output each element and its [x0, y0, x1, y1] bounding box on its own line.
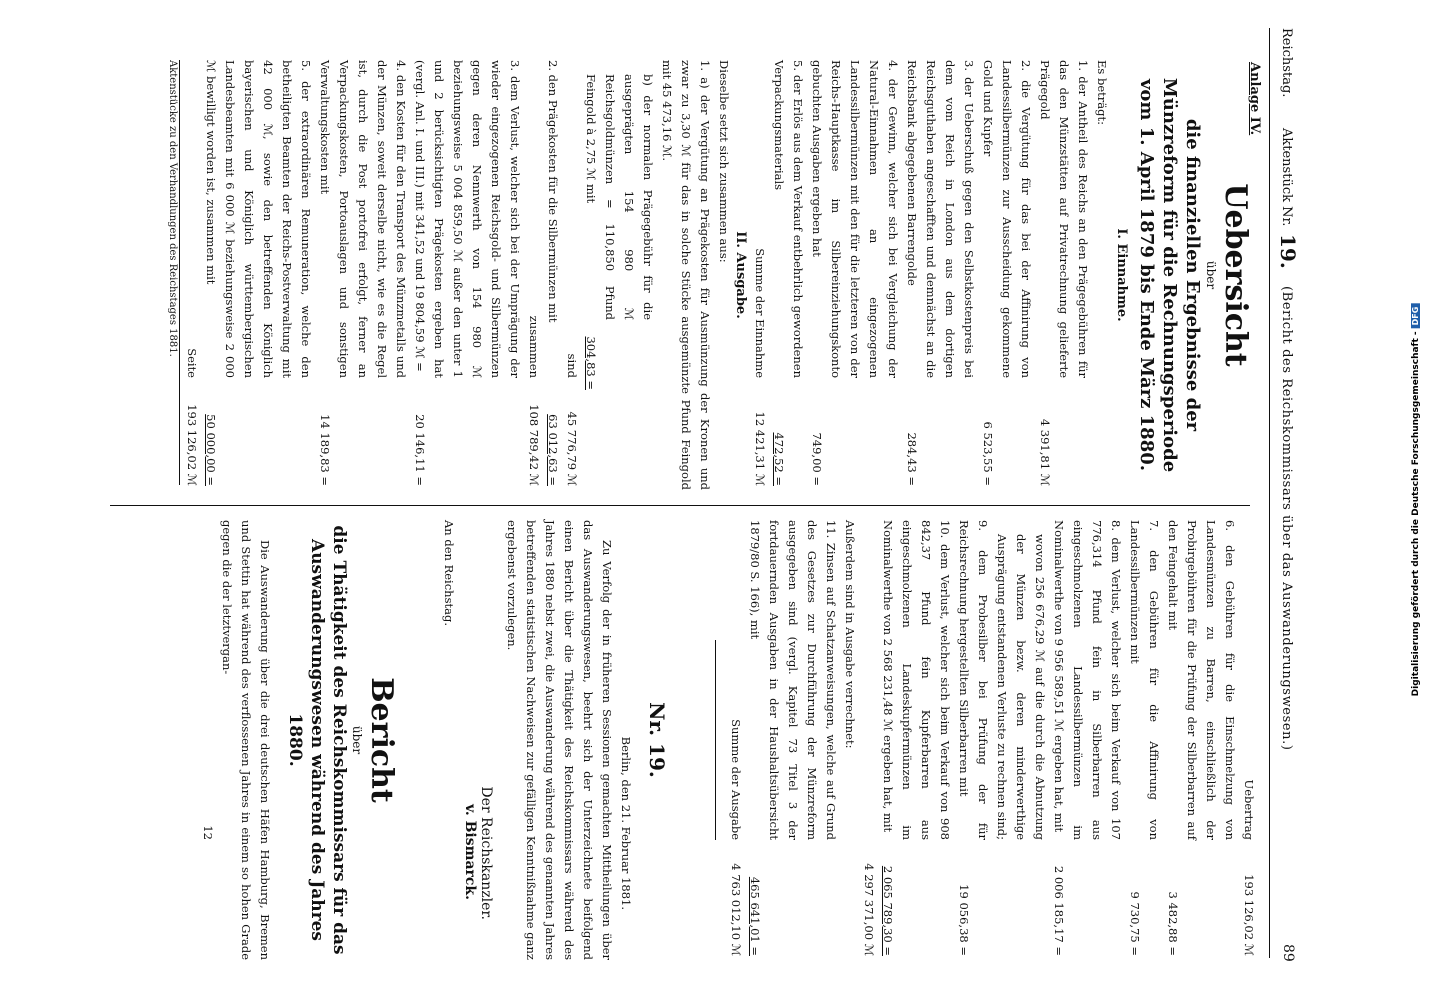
einnahme-3: 3. der Ueberschuß gegen den Selbstkostenpreis bei dem vom Reich in London aus dem dortigen Reichsguthaben angeschafften und demnächst an die Reichsbank abgegebenen Barrengolde 284,43 =	[902, 60, 978, 490]
bogen-signatur: 12	[201, 825, 215, 840]
header-number: 19.	[1276, 234, 1300, 269]
section-divider	[715, 640, 716, 840]
header-title: (Bericht des Reichskommissars über das Auswanderungswesen.)	[1279, 286, 1294, 751]
seite-total: Seite 193 126,02 ℳ	[182, 60, 201, 490]
ausgabe-5: 5. der extraordinären Remuneration, welche den betheiligten Beamten der Reichs-Postverwaltung mit 42 000 ℳ, sowie den betreffenden Königlich bayerischen und Königlich württembergischen Landesbeamten mit 6 000 ℳ beziehungsweise 2 000 ℳ bewilligt worden ist, zusammen mit 50 000,00 =	[201, 60, 315, 490]
ausgabe-5-value: 50 000,00 =	[204, 414, 218, 486]
brief-datum: Berlin, den 21. Februar 1881.	[619, 736, 633, 910]
brief-text: Zu Verfolg der in früheren Sessionen gemachten Mittheilungen über das Auswanderungswesen, beehrt sich der Unterzeichnete beifolgend einen Bericht über die Thätigkeit des Reichskommissars während des Jahres 1880 nebst zwei, die Auswanderung während des genannten Jahres betreffenden statistischen Nachweisen zur gefälligen Kenntnißnahme ganz ergebenst vorzulegen.	[505, 520, 614, 960]
column-rule	[110, 505, 1250, 506]
title-ueber: über	[1204, 260, 1218, 290]
bericht-title: Bericht	[364, 677, 399, 803]
ausgabe-1b: b) der normalen Prägegebühr für die ausgeprägten 154 980 ℳ Reichsgoldmünzen = 110,850 Pfund Feingold à 2,75 ℳ mit 304,83 =	[581, 60, 657, 490]
summe-einnahme: Summe der Einnahme 12 421,31 ℳ	[750, 60, 769, 490]
scanned-page	[40, 0, 1310, 1000]
title-finanziellen: die finanziellen Ergebnisse der Münzreform für die Rechnungsperiode vom 1. April 1879 bis Ende März 1880.	[1136, 77, 1203, 473]
summe-ausgabe-value: 4 763 012,10 ℳ	[729, 863, 743, 956]
bericht-untertitel-1: die Thätigkeit des Reichskommissars für das	[329, 525, 349, 955]
right-column	[198, 520, 1258, 960]
an-den-reichstag: An den Reichstag.	[442, 520, 456, 626]
ausgabe-zusammen: zusammen 108 789,42 ℳ	[524, 60, 543, 490]
einnahme-2-value: 6 523,55 =	[981, 421, 995, 486]
einnahme-4-value: 749,00 =	[810, 432, 824, 486]
ausgabe-2-value: 63 012,63 =	[546, 414, 560, 486]
ausgabe-1-value: 45 776,79 ℳ	[565, 411, 579, 486]
section-ausgabe: II. Ausgabe.	[733, 231, 748, 319]
ausgabe-4-value: 14 189,83 =	[318, 414, 332, 486]
credit-text: Digitalisierung gefördert durch die Deutsche Forschungsgemeinschaft -	[1411, 331, 1421, 697]
title-uebersicht: Uebersicht	[1218, 183, 1253, 367]
running-header	[1272, 28, 1300, 978]
reichskanzler: Der Reichskanzler.	[478, 786, 494, 920]
ausgabe-7: 7. den Gebühren für die Affinirung von Landessilbermünzen mit 9 730,75 =	[1125, 520, 1163, 960]
zwischensumme: 4 297 371,00 ℳ	[862, 863, 876, 956]
uebertrag-value: 193 126,02 ℳ	[1242, 874, 1256, 956]
bericht-ueber: über	[350, 725, 364, 755]
section-einnahme: I. Einnahme.	[1114, 228, 1129, 322]
einnahme-1: 1. der Antheil des Reichs an den Prägegebühren für das den Münzstätten auf Privatrechnung gelieferte Prägegold 4 391,81 ℳ	[1035, 60, 1092, 490]
digitization-credit	[1404, 0, 1428, 1000]
dfg-logo: DFG	[1411, 304, 1420, 329]
einnahme-5: 5. der Erlös aus dem Verkauf entbehrlich gewordenen Verpackungsmaterials 472,52 =	[769, 60, 807, 490]
einnahme-2: 2. die Vergütung für das bei der Affinirung von Landessilbermünzen zur Ausscheidung gekommene Gold und Kupfer 6 523,55 =	[978, 60, 1035, 490]
header-rule	[1269, 28, 1270, 958]
es-betraegt: Es beträgt:	[1095, 60, 1109, 125]
einnahme-4: 4. der Gewinn, welcher sich bei Vergleichung der Natural-Einnahmen an eingezogenen Landessilbermünzen mit den für die letzteren von der Reichs-Hauptkasse im Silbereinziehungskonto gebuchten Ausgaben ergeben hat 749,00 =	[807, 60, 902, 490]
header-actenstueck: Aktenstück Nr.	[1279, 128, 1294, 227]
page-number: 89	[1280, 944, 1296, 962]
uebertrag: Uebertrag 193 126,02 ℳ	[1239, 520, 1258, 960]
summe-einnahme-value: 12 421,31 ℳ	[753, 411, 767, 486]
ausgabe-11-value: 465 641,01 =	[748, 876, 762, 956]
ausgabe-1-sum: sind 45 776,79 ℳ	[562, 60, 581, 490]
ausgabe-9: 9. dem Probesilber bei Prüfung der für Reichsrechnung hergestellten Silberbarren mit 19 056,38 =	[954, 520, 992, 960]
ausgabe-10-value: 2 065 789,30 =	[881, 865, 895, 956]
ausgabe-3-value: 20 146,11 =	[413, 414, 427, 486]
ausgabe-1b-value: 304,83 =	[584, 336, 598, 390]
summe-ausgabe: Summe der Ausgabe 4 763 012,10 ℳ	[726, 520, 745, 960]
seite-total-value: 193 126,02 ℳ	[185, 404, 199, 486]
footer-rule	[179, 60, 180, 485]
ausgabe-intro: Dieselbe setzt sich zusammen aus:	[717, 60, 731, 263]
bericht-untertitel-2: Auswanderungswesen während des Jahres 1880.	[285, 539, 327, 941]
ausgabe-8-value: 2 006 185,17 =	[1052, 865, 1066, 956]
ausgabe-7-value: 9 730,75 =	[1128, 891, 1142, 956]
einnahme-1-value: 4 391,81 ℳ	[1038, 418, 1052, 486]
unterschrift: v. Bismarck.	[462, 804, 478, 900]
nr-19: Nr. 19.	[645, 702, 669, 778]
ausgabe-2: 2. den Prägekosten für die Silbermünzen mit 63 012,63 =	[543, 60, 562, 490]
ausgabe-8-note: wovon 256 676,29 ℳ auf die durch die Abnutzung der Münzen bezw. deren minderwerthige Ausprägung entstandenen Verluste zu rechnen sind;	[995, 534, 1047, 840]
ausgabe-1a: 1. a) der Vergütung an Prägekosten für Ausmünzung der Kronen und zwar zu 3,30 ℳ für das in solche Stücke ausgemünzte Pfund Feingold mit 45 473,16 ℳ.	[660, 60, 712, 490]
ausgabe-11: 11. Zinsen auf Schatzanweisungen, welche auf Grund des Gesetzes zur Durchführung der Münzreform ausgegeben sind (vergl. Kapitel 73 Titel 3 der fortdauernden Ausgaben in der Haushaltsübersicht 1879/80 S. 166), mit 465 641,01 =	[745, 520, 840, 960]
ausgabe-3: 3. dem Verlust, welcher sich bei der Umprägung der wieder eingezogenen Reichsgold- und Silbermünzen gegen deren Nennwerth von 154 980 ℳ beziehungsweise 5 004 859,50 ℳ außer den unter 1 und 2 berücksichtigten Prägekosten ergeben hat (vergl. Anl. I. und III.) mit 341,52 und 19 804,59 ℳ = 20 146,11 =	[410, 60, 524, 490]
ausgabe-10: 10. dem Verlust, welcher sich beim Verkauf von 908 842,37 Pfund fein Kupferbarren aus eingeschmolzenen Landeskupfermünzen im Nominalwerthe von 2 568 231,48 ℳ ergeben hat, mit 2 065 789,30 =	[878, 520, 954, 960]
ausgabe-9-value: 19 056,38 =	[957, 884, 971, 956]
einnahme-5-value: 472,52 =	[772, 432, 786, 486]
ausserdem: Außerdem sind in Ausgabe verrechnet:	[843, 520, 857, 749]
anlage-label: Anlage IV.	[1247, 62, 1262, 136]
footer-note: Aktenstücke zu den Verhandlungen des Reichstages 1881.	[167, 60, 178, 357]
left-column	[165, 60, 1262, 490]
ausgabe-zusammen-value: 108 789,42 ℳ	[527, 404, 541, 486]
ausgabe-4: 4. den Kosten für den Transport des Münzmetalls und der Münzen, soweit derselbe nicht, wie es die Regel ist, durch die Post portofrei erfolgt, ferner an Verpackungskosten, Portoauslagen und sonstigen Verwaltungskosten mit 14 189,83 =	[315, 60, 410, 490]
ausgabe-6-value: 3 482,88 =	[1166, 891, 1180, 956]
einnahme-3-value: 284,43 =	[905, 432, 919, 486]
header-reichstag: Reichstag.	[1279, 28, 1294, 98]
ausgabe-8: 8. dem Verlust, welcher sich beim Verkauf von 107 776,314 Pfund fein in Silberbarren aus eingeschmolzenen Landessilbermünzen im Nominalwerthe von 9 956 589,51 ℳ ergeben hat, mit 2 006 185,17 =	[1049, 520, 1125, 960]
ausgabe-6: 6. den Gebühren für die Einschmelzung von Landesmünzen zu Barren, einschließlich der Probirgebühren für die Prüfung der Silberbarren auf den Feingehalt mit 3 482,88 =	[1163, 520, 1239, 960]
bericht-text: Die Auswanderung über die drei deutschen Häfen Hamburg, Bremen und Stettin hat während des verflossenen Jahres in einem so hohen Grade gegen die der letztvergan-	[220, 520, 272, 960]
